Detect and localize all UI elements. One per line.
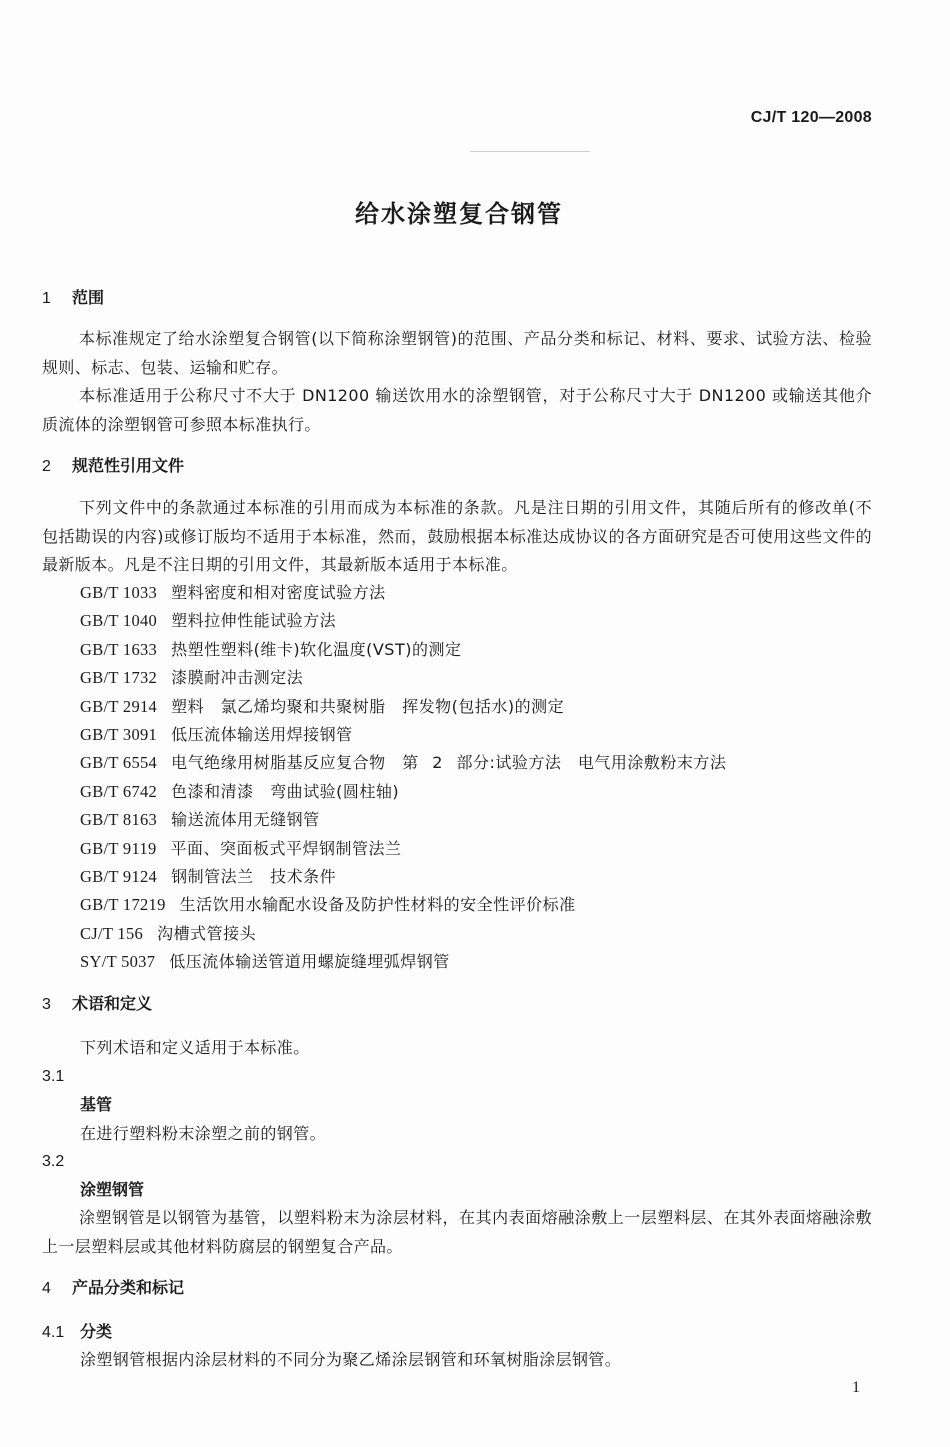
reference-title: 输送流体用无缝钢管 (171, 810, 320, 830)
reference-code: GB/T 8163 (80, 810, 158, 830)
reference-title: 低压流体输送用焊接钢管 (171, 724, 353, 744)
reference-code: CJ/T 156 (80, 923, 144, 943)
reference-code: GB/T 9119 (80, 838, 157, 858)
reference-title: 色漆和清漆 弯曲试验(圆柱轴) (171, 781, 400, 801)
section-2-heading (42, 452, 184, 481)
section-title: 范围 (72, 288, 105, 307)
reference-item (80, 948, 726, 976)
reference-code: GB/T 1033 (80, 583, 158, 602)
reference-code: GB/T 3091 (80, 724, 158, 744)
section-title: 产品分类和标记 (72, 1278, 185, 1297)
term-name: 涂塑钢管 (80, 1180, 145, 1199)
section-number: 1 (42, 290, 51, 307)
reference-title: 电气绝缘用树脂基反应复合物 第 2 部分:试验方法 电气用涂敷粉末方法 (171, 753, 727, 773)
reference-item (80, 806, 726, 834)
term-name: 基管 (80, 1095, 113, 1114)
reference-code: GB/T 1040 (80, 611, 158, 631)
section-1-heading (42, 284, 104, 313)
reference-item (80, 778, 726, 806)
reference-title: 平面、突面板式平焊钢制管法兰 (170, 838, 402, 858)
page-number: 1 (852, 1379, 860, 1396)
section-number: 4 (42, 1280, 51, 1297)
section-3-intro: 下列术语和定义适用于本标准。 (80, 1038, 310, 1057)
reference-code: GB/T 2914 (80, 696, 158, 716)
term-definition: 涂塑钢管是以钢管为基管，以塑料粉末为涂层材料，在其内表面熔融涂敷上一层塑料层、在其外表面熔融涂敷上一层塑料层或其他材料防腐层的钢塑复合产品。 (42, 1208, 872, 1256)
reference-item (80, 920, 726, 948)
section-3-heading (42, 990, 152, 1019)
section-1-paragraph-1: 本标准规定了给水涂塑复合钢管(以下简称涂塑钢管)的范围、产品分类和标记、材料、要求、试验方法、检验规则、标志、包装、运输和贮存。 (42, 329, 872, 377)
reference-item (80, 749, 726, 777)
normative-references-list (80, 579, 726, 976)
subsection-number: 4.1 (42, 1324, 65, 1341)
section-2-intro: 下列文件中的条款通过本标准的引用而成为本标准的条款。凡是注日期的引用文件，其随后所有的修改单(不包括勘误的内容)或修订版均不适用于本标准，然而，鼓励根据本标准达成协议的各方面研究是否可使用这些文件的最新版本。凡是不注日期的引用文件，其最新版本适用于本标准。 (42, 498, 872, 574)
subsection-4-1-text: 涂塑钢管根据内涂层材料的不同分为聚乙烯涂层钢管和环氧树脂涂层钢管。 (80, 1350, 622, 1369)
reference-title: 漆膜耐冲击测定法 (171, 668, 304, 688)
reference-code: GB/T 9124 (80, 866, 158, 886)
subsection-4-1-heading (42, 1318, 112, 1347)
reference-title: 生活饮用水输配水设备及防护性材料的安全性评价标准 (179, 895, 576, 915)
reference-item (80, 636, 726, 664)
reference-title: 低压流体输送管道用螺旋缝埋弧焊钢管 (169, 952, 450, 972)
reference-item (80, 693, 726, 721)
document-title: 给水涂塑复合钢管 (355, 200, 563, 228)
section-title: 规范性引用文件 (72, 456, 185, 475)
section-title: 术语和定义 (72, 994, 153, 1013)
reference-title: 热塑性塑料(维卡)软化温度(VST)的测定 (171, 639, 462, 659)
reference-code: GB/T 17219 (80, 895, 166, 915)
section-1-paragraph-2: 本标准适用于公称尺寸不大于 DN1200 输送饮用水的涂塑钢管，对于公称尺寸大于 DN1200 或输送其他介质流体的涂塑钢管可参照本标准执行。 (42, 386, 872, 434)
scan-artifact-line (470, 151, 590, 152)
section-number: 3 (42, 996, 51, 1013)
reference-code: GB/T 6742 (80, 781, 158, 801)
section-number: 2 (42, 458, 51, 475)
reference-item (80, 607, 726, 635)
reference-code: SY/T 5037 (80, 952, 156, 972)
term-definition: 在进行塑料粉末涂塑之前的钢管。 (80, 1124, 327, 1143)
reference-code: GB/T 6554 (80, 753, 158, 773)
reference-title: 塑料 氯乙烯均聚和共聚树脂 挥发物(包括水)的测定 (171, 696, 565, 716)
term-number: 3.1 (42, 1068, 65, 1085)
subsection-title: 分类 (80, 1322, 113, 1341)
reference-item (80, 863, 726, 891)
reference-item (80, 664, 726, 692)
reference-code: GB/T 1633 (80, 639, 158, 659)
standard-code: CJ/T 120—2008 (750, 109, 872, 126)
section-4-heading (42, 1274, 184, 1303)
term-number: 3.2 (42, 1153, 65, 1170)
reference-item (80, 721, 726, 749)
reference-title: 钢制管法兰 技术条件 (171, 866, 337, 886)
reference-item (80, 891, 726, 919)
reference-item (80, 835, 726, 863)
reference-title: 塑料密度和相对密度试验方法 (171, 583, 386, 602)
reference-title: 沟槽式管接头 (157, 923, 257, 943)
reference-item (80, 579, 726, 607)
reference-code: GB/T 1732 (80, 668, 158, 688)
reference-title: 塑料拉伸性能试验方法 (171, 611, 337, 631)
